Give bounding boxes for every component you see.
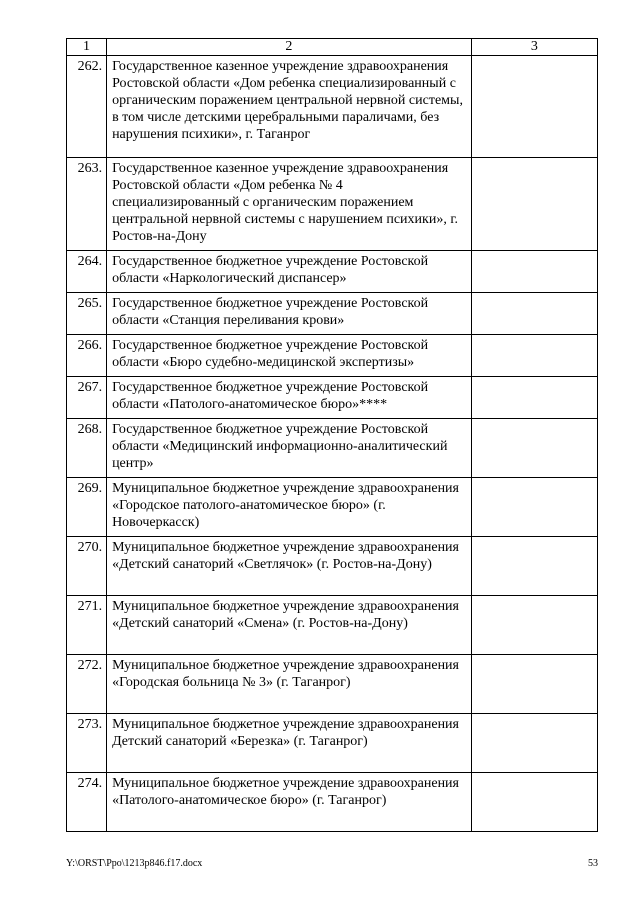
document-table bbox=[66, 38, 598, 832]
institution-name: Государственное казенное учреждение здравоохранения Ростовской области «Дом ребенка № 4 специализированный с органическим поражением центральной нервной системы с нарушением психики», г. Ростов-на-Дону bbox=[107, 158, 472, 251]
institution-name: Государственное бюджетное учреждение Ростовской области «Патолого-анатомическое бюро»**** bbox=[107, 377, 472, 419]
footer-file-path: Y:\ORST\Ppo\1213p846.f17.docx bbox=[66, 858, 203, 869]
table-row bbox=[67, 293, 598, 335]
row-extra-cell bbox=[471, 158, 597, 251]
row-number: 269. bbox=[67, 478, 107, 537]
row-extra-cell bbox=[471, 773, 597, 832]
row-extra-cell bbox=[471, 714, 597, 773]
table-row bbox=[67, 478, 598, 537]
table-row bbox=[67, 537, 598, 596]
row-extra-cell bbox=[471, 56, 597, 158]
row-extra-cell bbox=[471, 478, 597, 537]
table-header-row bbox=[67, 39, 598, 56]
table-row bbox=[67, 158, 598, 251]
table-row bbox=[67, 419, 598, 478]
row-extra-cell bbox=[471, 293, 597, 335]
institution-name: Муниципальное бюджетное учреждение здравоохранения «Детский санаторий «Смена» (г. Ростов-на-Дону) bbox=[107, 596, 472, 655]
row-number: 274. bbox=[67, 773, 107, 832]
institution-name: Государственное бюджетное учреждение Ростовской области «Бюро судебно-медицинской экспертизы» bbox=[107, 335, 472, 377]
row-number: 268. bbox=[67, 419, 107, 478]
table-row bbox=[67, 714, 598, 773]
row-number: 273. bbox=[67, 714, 107, 773]
institution-name: Муниципальное бюджетное учреждение здравоохранения «Городская больница № 3» (г. Таганрог) bbox=[107, 655, 472, 714]
row-extra-cell bbox=[471, 419, 597, 478]
row-number: 272. bbox=[67, 655, 107, 714]
table-row bbox=[67, 251, 598, 293]
column-header-extra: 3 bbox=[471, 39, 597, 56]
row-number: 262. bbox=[67, 56, 107, 158]
institution-name: Муниципальное бюджетное учреждение здравоохранения «Детский санаторий «Светлячок» (г. Ростов-на-Дону) bbox=[107, 537, 472, 596]
row-extra-cell bbox=[471, 596, 597, 655]
row-number: 263. bbox=[67, 158, 107, 251]
row-number: 264. bbox=[67, 251, 107, 293]
row-number: 265. bbox=[67, 293, 107, 335]
row-number: 271. bbox=[67, 596, 107, 655]
row-number: 270. bbox=[67, 537, 107, 596]
row-extra-cell bbox=[471, 251, 597, 293]
column-header-number: 1 bbox=[67, 39, 107, 56]
row-extra-cell bbox=[471, 537, 597, 596]
row-extra-cell bbox=[471, 655, 597, 714]
institution-name: Государственное казенное учреждение здравоохранения Ростовской области «Дом ребенка специализированный с органическим поражением центральной нервной системы, в том числе детскими церебральными параличами, без нарушения психики», г. Таганрог bbox=[107, 56, 472, 158]
table-body bbox=[67, 56, 598, 832]
table-row bbox=[67, 773, 598, 832]
institution-name: Государственное бюджетное учреждение Ростовской области «Наркологический диспансер» bbox=[107, 251, 472, 293]
table-row bbox=[67, 335, 598, 377]
table-row bbox=[67, 377, 598, 419]
footer-page-number: 53 bbox=[588, 858, 598, 869]
institution-name: Муниципальное бюджетное учреждение здравоохранения Детский санаторий «Березка» (г. Таганрог) bbox=[107, 714, 472, 773]
institution-name: Муниципальное бюджетное учреждение здравоохранения «Городское патолого-анатомическое бюро» (г. Новочеркасск) bbox=[107, 478, 472, 537]
table-row bbox=[67, 596, 598, 655]
table-row bbox=[67, 56, 598, 158]
row-extra-cell bbox=[471, 377, 597, 419]
row-number: 267. bbox=[67, 377, 107, 419]
row-number: 266. bbox=[67, 335, 107, 377]
institution-name: Государственное бюджетное учреждение Ростовской области «Медицинский информационно-аналитический центр» bbox=[107, 419, 472, 478]
table-row bbox=[67, 655, 598, 714]
institution-name: Муниципальное бюджетное учреждение здравоохранения «Патолого-анатомическое бюро» (г. Таганрог) bbox=[107, 773, 472, 832]
institution-name: Государственное бюджетное учреждение Ростовской области «Станция переливания крови» bbox=[107, 293, 472, 335]
row-extra-cell bbox=[471, 335, 597, 377]
column-header-name: 2 bbox=[107, 39, 472, 56]
